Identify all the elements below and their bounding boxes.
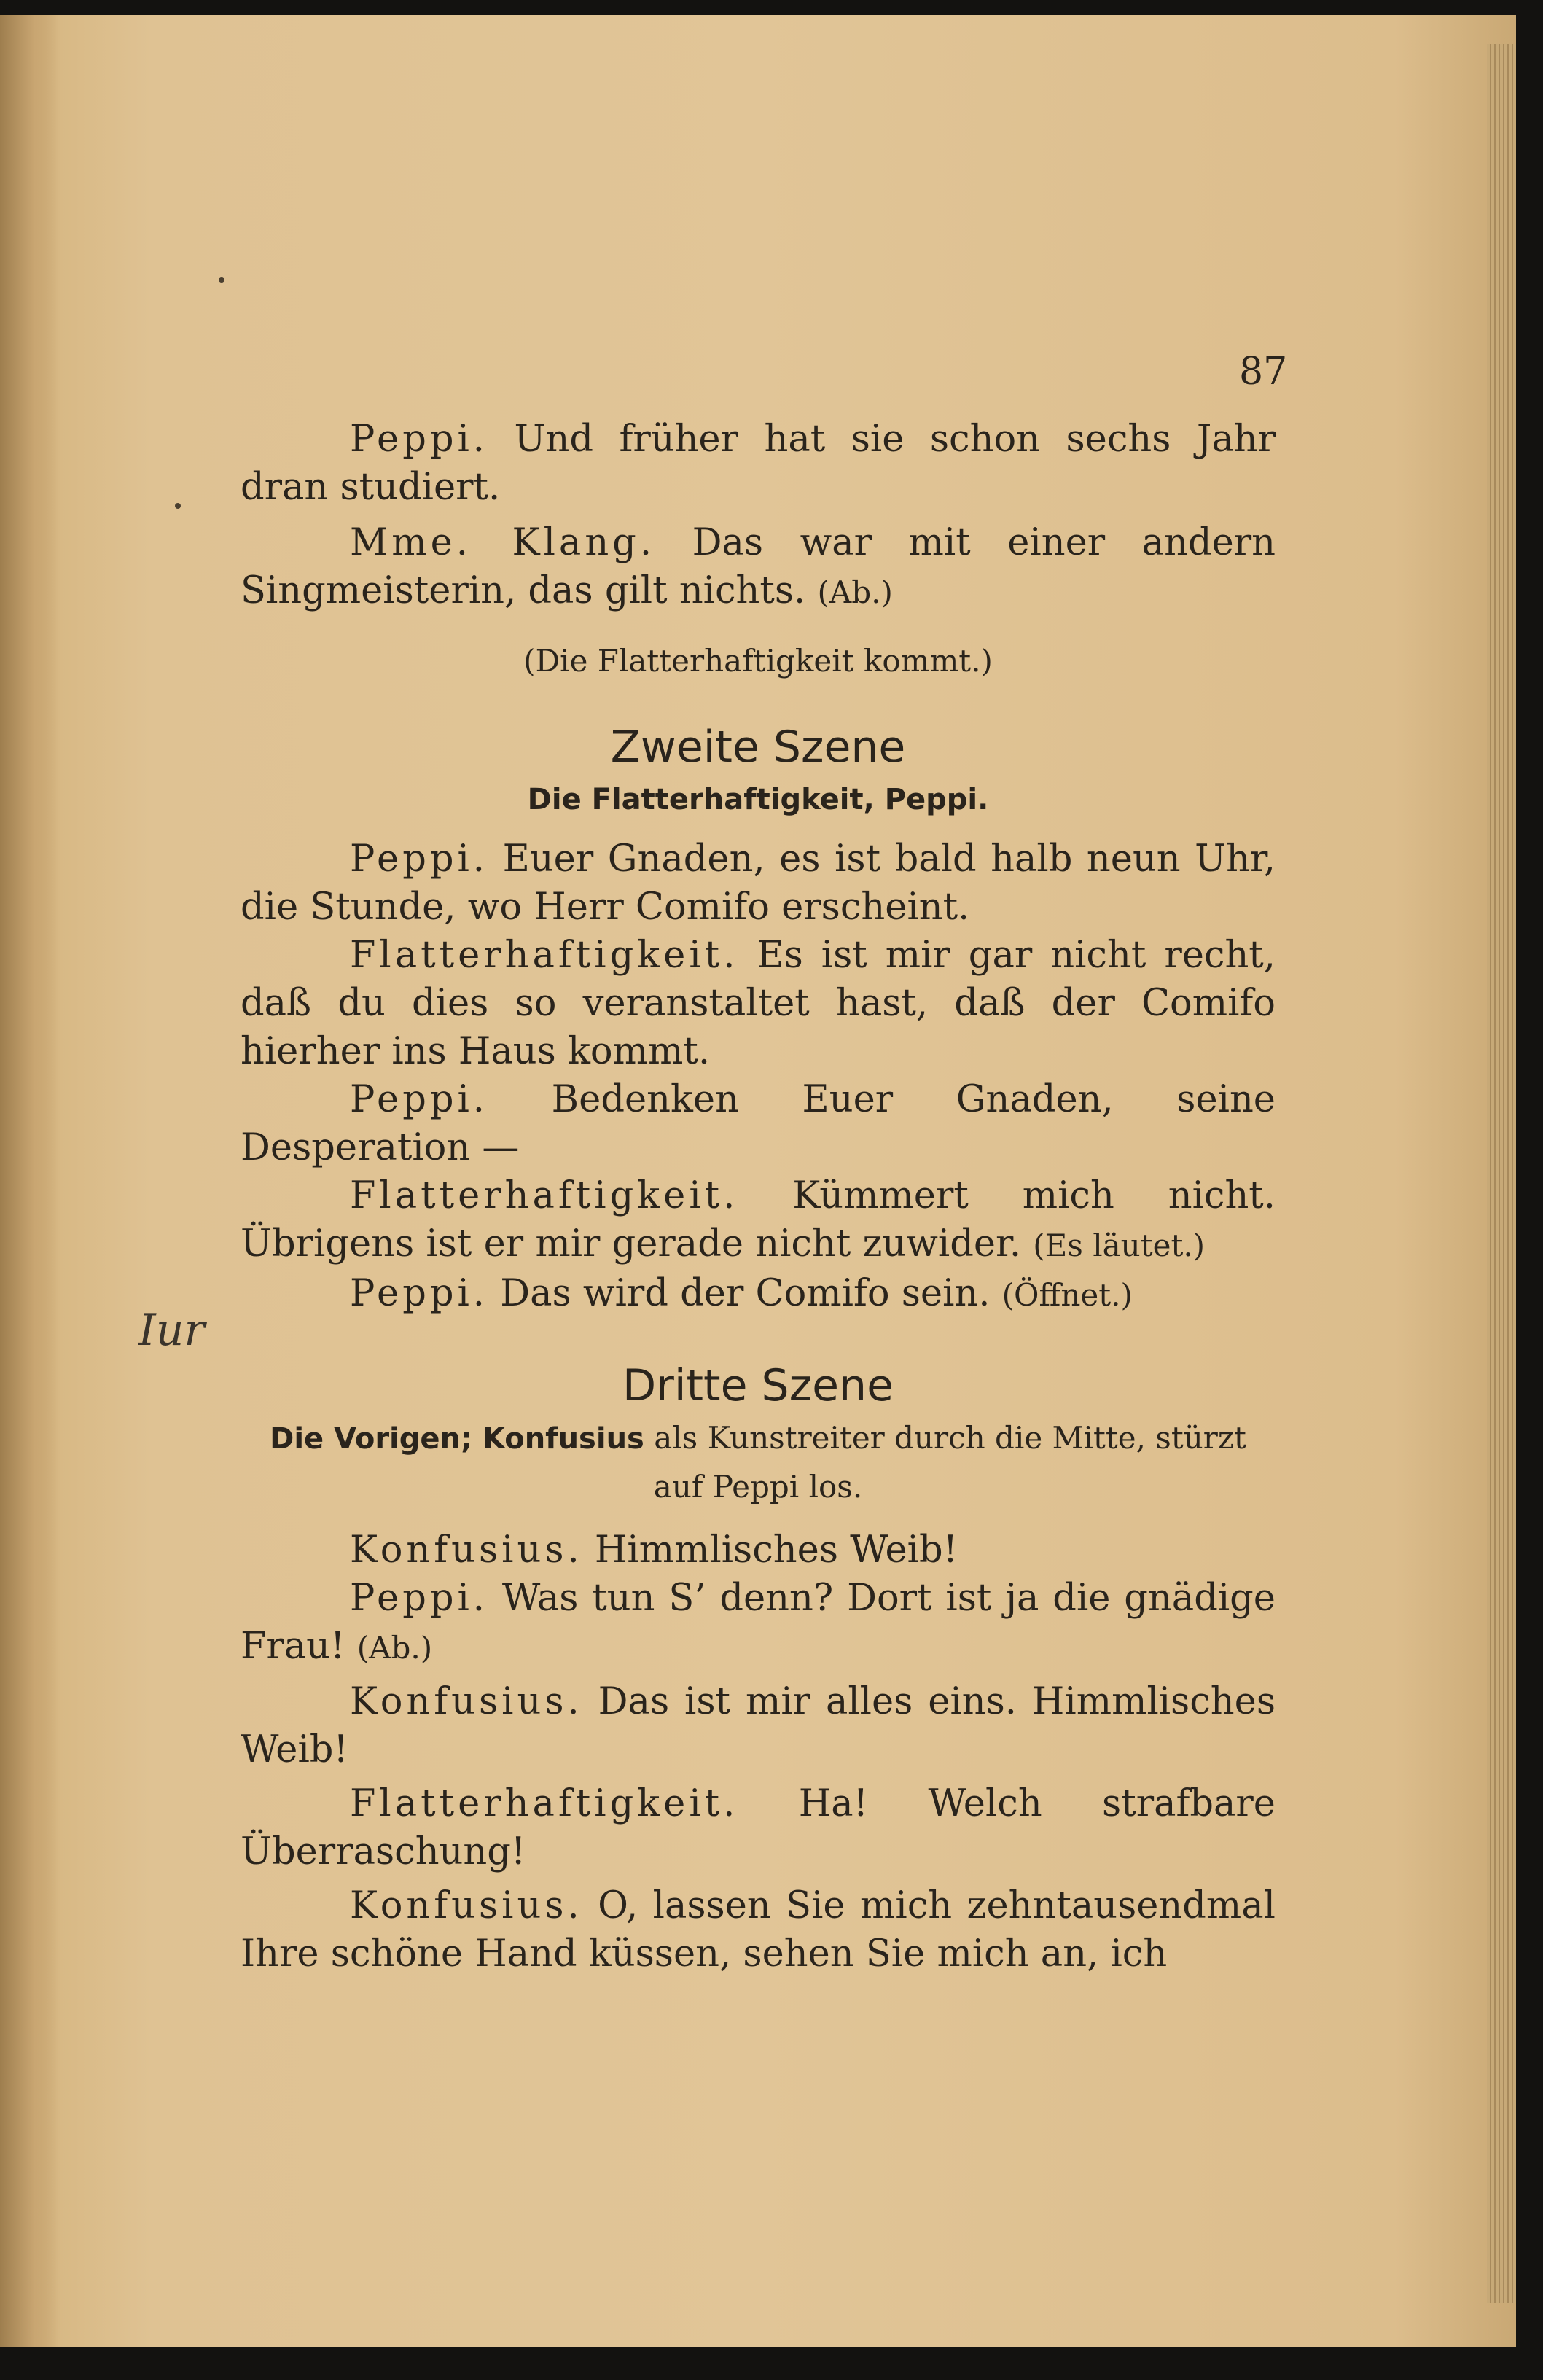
speaker-name: Peppi. [350, 1272, 489, 1315]
speech-text: O, lassen Sie mich zehntausendmal Ihre schöne Hand küssen, sehen Sie mich an, ich [241, 1884, 1276, 1975]
speech-text: Und früher hat sie schon sechs Jahr dran studiert. [241, 418, 1276, 509]
ink-speck [219, 277, 224, 283]
scene-heading: Dritte Szene [622, 1360, 894, 1411]
ink-speck [175, 503, 181, 509]
stage-direction: (Die Flatterhaftigkeit kommt.) [523, 643, 993, 679]
speech-flatterhaftigkeit [241, 1780, 1276, 1876]
speech-konfusius [241, 1526, 1276, 1575]
speech-text: Ha! Welch strafbare Überraschung! [241, 1782, 1276, 1873]
speaker-name: Peppi. [350, 1577, 489, 1620]
stage-direction: (Es läutet.) [1033, 1228, 1206, 1263]
speech-flatterhaftigkeit [241, 1172, 1276, 1270]
speaker-name: Flatterhaftigkeit. [350, 1782, 739, 1825]
speech-konfusius [241, 1678, 1276, 1774]
cast-names: Die Vorigen; Konfusius [270, 1422, 644, 1456]
speech-konfusius [241, 1882, 1276, 1978]
speaker-name: Konfusius. [350, 1680, 583, 1723]
stage-direction: (Ab.) [817, 574, 893, 610]
page-number: 87 [1239, 350, 1288, 394]
page-edge [1487, 44, 1516, 2303]
page-gutter [0, 15, 58, 2347]
scene-cast [241, 1414, 1276, 1512]
scene-cast: Die Flatterhaftigkeit, Peppi. [527, 783, 989, 816]
speech-text: Euer Gnaden, es ist bald halb neun Uhr, die Stunde, wo Herr Comifo erscheint. [241, 838, 1276, 929]
stage-direction: (Öffnet.) [1001, 1277, 1133, 1313]
speech-peppi [241, 835, 1276, 932]
speaker-name: Peppi. [350, 418, 489, 461]
speech-peppi [241, 1575, 1276, 1672]
speech-text: Es ist mir gar nicht recht, daß du dies so veranstaltet hast, daß der Comifo hierher ins Haus kommt. [241, 934, 1276, 1073]
scene-heading: Zweite Szene [610, 722, 906, 773]
margin-note: Iur [138, 1305, 206, 1356]
speech-peppi [241, 1076, 1276, 1172]
speech-text: Das wird der Comifo sein. [488, 1272, 1002, 1315]
cast-description: als Kunstreiter durch die Mitte, stürzt auf Peppi los. [644, 1420, 1246, 1505]
speaker-name: Flatterhaftigkeit. [350, 934, 739, 977]
speech-text: Kümmert mich nicht. Übrigens ist er mir gerade nicht zuwider. [241, 1174, 1276, 1265]
speech-text: Was tun S’ denn? Dort ist ja die gnädige Frau! [241, 1577, 1276, 1668]
speaker-name: Flatterhaftigkeit. [350, 1174, 739, 1217]
speech-text: Das war mit einer andern Singmeisterin, das gilt nichts. [241, 521, 1276, 612]
speech-text: Bedenken Euer Gnaden, seine Desperation — [241, 1078, 1276, 1169]
speaker-name: Konfusius. [350, 1884, 583, 1927]
speech-text: Das ist mir alles eins. Himmlisches Weib! [241, 1680, 1276, 1771]
speech-peppi [241, 415, 1276, 512]
speech-peppi [241, 1270, 1276, 1319]
speaker-name: Konfusius. [350, 1529, 583, 1572]
speaker-name: Peppi. [350, 838, 489, 881]
speaker-name: Peppi. [350, 1078, 489, 1121]
speech-text: Himmlisches Weib! [582, 1529, 958, 1572]
speech-mme-klang [241, 519, 1276, 617]
speech-flatterhaftigkeit [241, 932, 1276, 1076]
speaker-name: Mme. Klang. [350, 521, 656, 564]
text-block-1 [241, 415, 1276, 1978]
stage-direction: (Ab.) [356, 1630, 433, 1666]
